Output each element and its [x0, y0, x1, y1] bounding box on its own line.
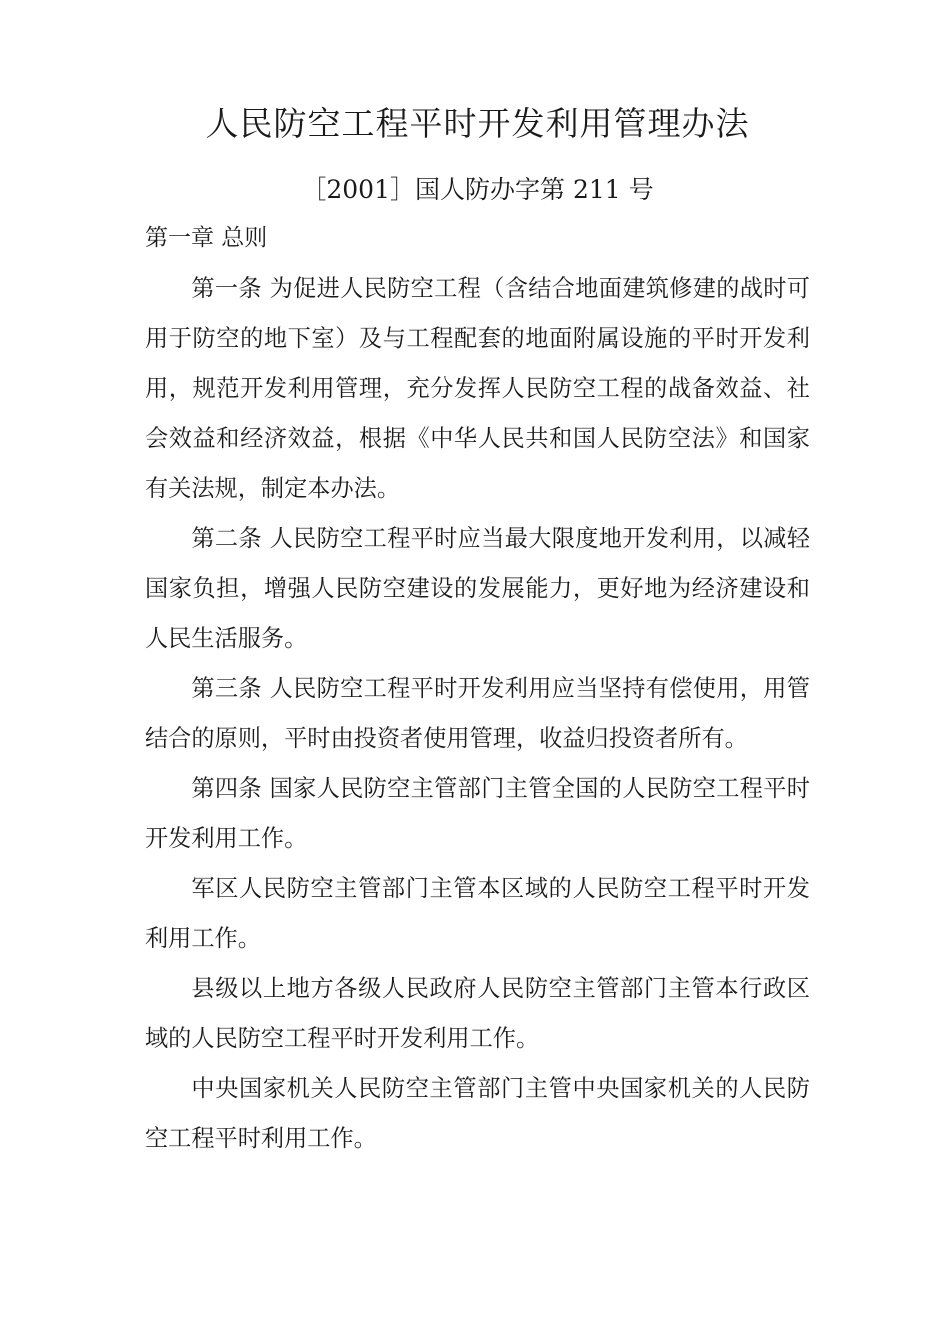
article-4: 第四条 国家人民防空主管部门主管全国的人民防空工程平时开发利用工作。 [145, 775, 810, 852]
article-3: 第三条 人民防空工程平时开发利用应当坚持有偿使用，用管结合的原则，平时由投资者使用管理，收益归投资者所有。 [145, 675, 810, 752]
article-2: 第二条 人民防空工程平时应当最大限度地开发利用，以减轻国家负担，增强人民防空建设的发展能力，更好地为经济建设和人民生活服务。 [145, 525, 810, 652]
article-4-clause-3: 县级以上地方各级人民政府人民防空主管部门主管本行政区域的人民防空工程平时开发利用工作。 [145, 975, 810, 1052]
article-4-clause-2: 军区人民防空主管部门主管本区域的人民防空工程平时开发利用工作。 [145, 875, 810, 952]
chapter-heading: 第一章 总则 [145, 225, 268, 251]
article-4-clause-4: 中央国家机关人民防空主管部门主管中央国家机关的人民防空工程平时利用工作。 [145, 1075, 810, 1152]
document-number: ［2001］国人防办字第 211 号 [301, 175, 654, 204]
document-title: 人民防空工程平时开发利用管理办法 [205, 104, 750, 143]
document-page [145, 98, 810, 1164]
article-1: 第一条 为促进人民防空工程（含结合地面建筑修建的战时可用于防空的地下室）及与工程配套的地面附属设施的平时开发利用，规范开发利用管理，充分发挥人民防空工程的战备效益、社会效益和经济效益，根据《中华人民共和国人民防空法》和国家有关法规，制定本办法。 [145, 275, 810, 502]
